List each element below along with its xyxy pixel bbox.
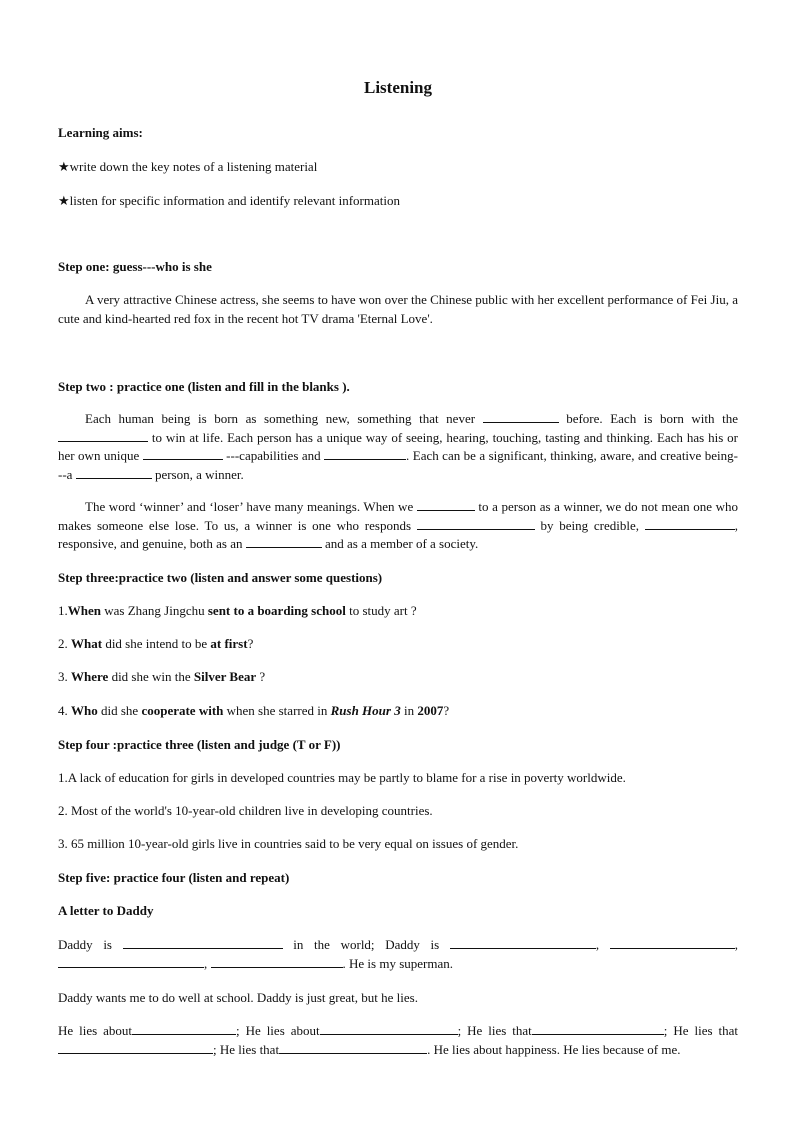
step-one-heading: Step one: guess---who is she — [58, 259, 212, 274]
question-1: 1.When was Zhang Jingchu sent to a boarding school to study art ? — [58, 603, 417, 618]
fill-blank — [58, 955, 204, 968]
fill-blank — [645, 517, 735, 530]
question-4: 4. Who did she cooperate with when she starred in Rush Hour 3 in 2007? — [58, 703, 450, 718]
fill-blank — [246, 535, 322, 548]
fill-blank — [211, 955, 343, 968]
fill-blank — [532, 1022, 664, 1035]
letter-line-3: He lies about ; He lies about ; He lies that ; He lies that; He lies that . He lies about happiness. He lies because of me. — [58, 1023, 739, 1057]
fill-blank — [610, 936, 735, 949]
page-title: Listening — [363, 78, 433, 97]
fill-blank — [132, 1022, 236, 1035]
step-five-heading: Step five: practice four (listen and repeat) — [58, 870, 290, 885]
step-one-text: A very attractive Chinese actress, she seems to have won over the Chinese public with her excellent performance of Fei Jiu, a cute and kind-hearted red fox in the recent hot TV drama 'Eternal Love'. — [58, 292, 738, 326]
aim-item-1: ★write down the key notes of a listening material — [58, 159, 318, 174]
fill-blank — [76, 466, 152, 479]
letter-line-2: Daddy wants me to do well at school. Daddy is just great, but he lies. — [58, 990, 418, 1005]
fill-blank — [143, 447, 223, 460]
letter-line-1: Daddy is in the world; Daddy is , , , . He is my superman. — [58, 937, 738, 971]
fill-blank — [324, 447, 406, 460]
fill-blank — [123, 936, 283, 949]
step-two-paragraph-2: The word ‘winner’ and ‘loser’ have many meanings. When we to a person as a winner, we do not mean one who makes someone else lose. To us, a winner is one who responds by being credible, , responsive, and genuine, both as an and as a member of a society. — [58, 499, 738, 551]
fill-blank — [58, 429, 148, 442]
fill-blank — [417, 517, 535, 530]
question-2: 2. What did she intend to be at first? — [58, 636, 254, 651]
step-two-paragraph-1: Each human being is born as something new, something that never before. Each is born with the to win at life. Each person has a unique way of seeing, hearing, touching, tasting and thinking. Each has his or her own unique ---capabilities and . Each can be a significant, thinking, aware, and creative being---a person, a winner. — [58, 411, 738, 482]
step-three-heading: Step three:practice two (listen and answer some questions) — [58, 570, 383, 585]
fill-blank — [450, 936, 596, 949]
learning-aims-heading: Learning aims: — [58, 125, 143, 140]
letter-title: A letter to Daddy — [58, 903, 154, 918]
judge-item-3: 3. 65 million 10-year-old girls live in countries said to be very equal on issues of gender. — [58, 836, 519, 851]
fill-blank — [483, 410, 559, 423]
judge-item-1: 1.A lack of education for girls in developed countries may be partly to blame for a rise in poverty worldwide. — [58, 770, 626, 785]
step-two-heading: Step two : practice one (listen and fill in the blanks ). — [58, 379, 350, 394]
fill-blank — [279, 1041, 427, 1054]
question-3: 3. Where did she win the Silver Bear ? — [58, 669, 266, 684]
fill-blank — [58, 1041, 213, 1054]
judge-item-2: 2. Most of the world's 10-year-old children live in developing countries. — [58, 803, 433, 818]
fill-blank — [320, 1022, 458, 1035]
step-four-heading: Step four :practice three (listen and judge (T or F)) — [58, 737, 341, 752]
fill-blank — [417, 498, 475, 511]
aim-item-2: ★listen for specific information and identify relevant information — [58, 193, 400, 208]
